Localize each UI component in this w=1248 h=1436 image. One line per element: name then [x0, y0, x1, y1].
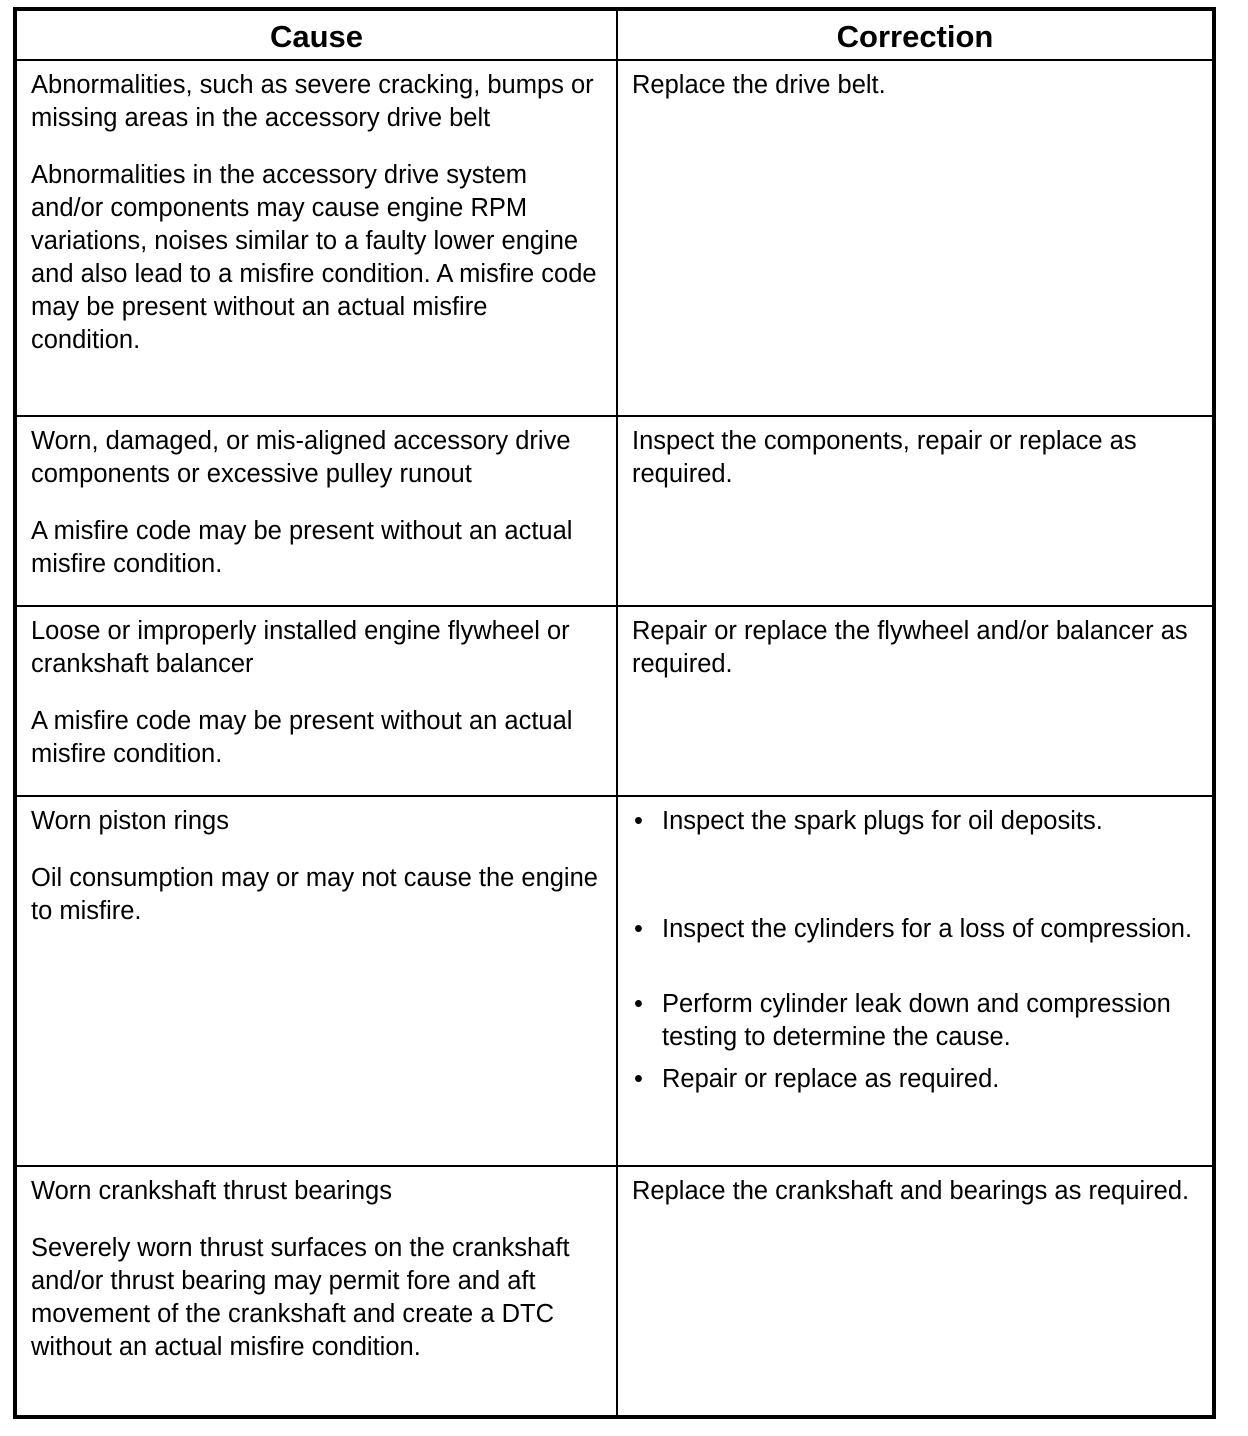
cause-text: Worn piston rings	[31, 807, 229, 835]
cause-text: Loose or improperly installed engine flywheel or crankshaft balancer	[31, 617, 570, 678]
cause-note: Oil consumption may or may not cause the engine to misfire.	[31, 864, 598, 925]
cause-text: Abnormalities, such as severe cracking, bumps or missing areas in the accessory drive belt	[31, 71, 594, 132]
diagnosis-table-frame	[13, 7, 1216, 1419]
cause-note: Abnormalities in the accessory drive system and/or components may cause engine RPM variations, noises similar to a faulty lower engine and also lead to a misfire condition. A misfire code may be present without an actual misfire condition.	[31, 161, 597, 354]
table-row	[17, 796, 1212, 1166]
diagnosis-table	[17, 11, 1212, 1415]
correction-cell	[617, 1166, 1212, 1415]
bullet-icon: •	[634, 807, 643, 835]
correction-bullet-list	[632, 805, 1198, 1096]
correction-cell	[617, 60, 1212, 416]
correction-text: Replace the drive belt.	[632, 71, 886, 99]
cause-cell	[17, 606, 617, 796]
cause-column-header: Cause	[17, 11, 617, 60]
bullet-text: Repair or replace as required.	[662, 1065, 1000, 1093]
cause-cell	[17, 416, 617, 606]
correction-text: Repair or replace the flywheel and/or balancer as required.	[632, 617, 1188, 678]
bullet-text: Inspect the cylinders for a loss of compression.	[662, 915, 1193, 943]
list-item	[632, 913, 1198, 946]
cause-note: A misfire code may be present without an actual misfire condition.	[31, 517, 573, 578]
bullet-text: Perform cylinder leak down and compression testing to determine the cause.	[662, 990, 1171, 1051]
cause-note: A misfire code may be present without an actual misfire condition.	[31, 707, 573, 768]
cause-note: Severely worn thrust surfaces on the crankshaft and/or thrust bearing may permit fore and aft movement of the crankshaft and create a DTC without an actual misfire condition.	[31, 1234, 570, 1361]
correction-cell	[617, 606, 1212, 796]
list-item	[632, 1063, 1198, 1096]
list-item	[632, 988, 1198, 1054]
table-row	[17, 606, 1212, 796]
correction-cell	[617, 796, 1212, 1166]
bullet-icon: •	[634, 1065, 643, 1093]
bullet-icon: •	[634, 990, 643, 1018]
cause-cell	[17, 1166, 617, 1415]
correction-column-header: Correction	[617, 11, 1212, 60]
correction-text: Replace the crankshaft and bearings as required.	[632, 1177, 1190, 1205]
table-row	[17, 416, 1212, 606]
table-row	[17, 1166, 1212, 1415]
table-header-row	[17, 11, 1212, 60]
bullet-text: Inspect the spark plugs for oil deposits.	[662, 807, 1103, 835]
cause-text: Worn crankshaft thrust bearings	[31, 1177, 392, 1205]
cause-text: Worn, damaged, or mis-aligned accessory drive components or excessive pulley runout	[31, 427, 571, 488]
correction-cell	[617, 416, 1212, 606]
cause-cell	[17, 60, 617, 416]
cause-cell	[17, 796, 617, 1166]
table-row	[17, 60, 1212, 416]
correction-text: Inspect the components, repair or replace as required.	[632, 427, 1137, 488]
bullet-icon: •	[634, 915, 643, 943]
list-item	[632, 805, 1198, 838]
